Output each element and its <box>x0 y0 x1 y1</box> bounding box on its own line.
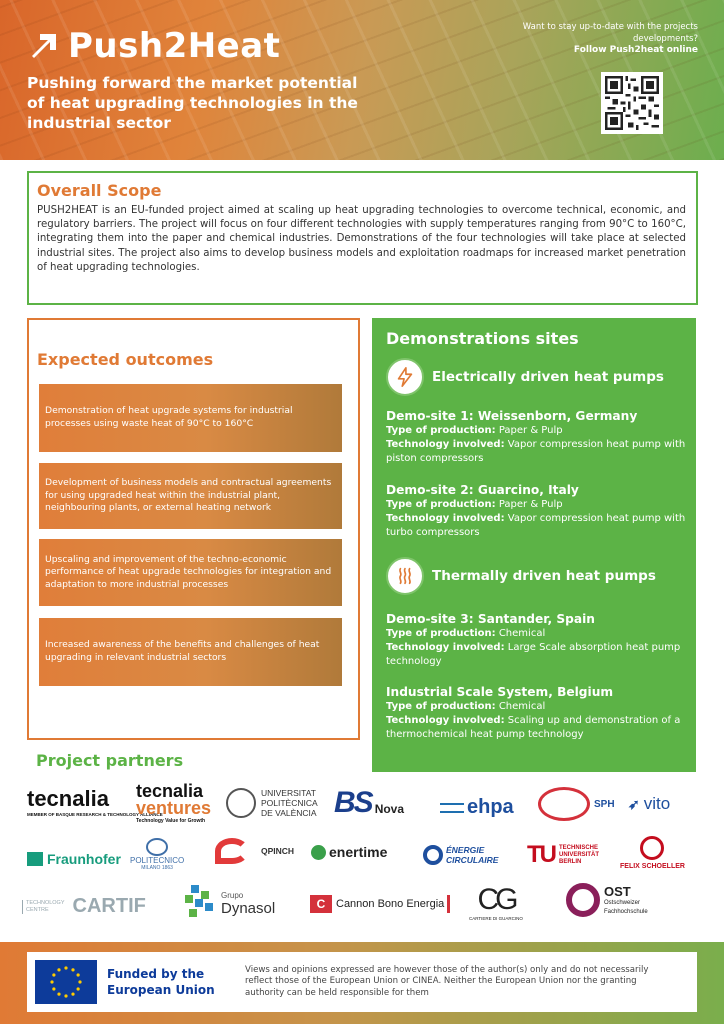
outcome-item <box>39 384 342 452</box>
push2heat-logo <box>26 26 280 66</box>
site-title: Demo-site 1: Weissenborn, Germany <box>386 409 638 423</box>
partner-vito[interactable] <box>628 794 670 814</box>
upv-seal-icon <box>226 788 256 818</box>
partner-name-3: BERLIN <box>559 858 582 865</box>
arrow-logo-icon <box>26 28 62 64</box>
partner-name-2: POLITÈCNICA <box>261 798 318 808</box>
site-title: Demo-site 3: Santander, Spain <box>386 612 595 626</box>
partner-qpinch[interactable] <box>215 838 294 864</box>
type-value: Chemical <box>498 701 546 712</box>
tech-label: Technology involved: <box>386 642 505 653</box>
partner-name-2: Nova <box>374 802 405 816</box>
partner-name-2: Dynasol <box>221 900 276 917</box>
type-value: Chemical <box>498 628 546 639</box>
partner-name-2: CARTIERE DI GUARCINO <box>469 916 523 921</box>
type-label: Type of production: <box>386 628 496 639</box>
eu-star <box>77 973 80 976</box>
partner-name: BS <box>334 786 372 819</box>
site-title: Demo-site 2: Guarcino, Italy <box>386 483 579 497</box>
partner-name: tecnalia <box>136 781 204 801</box>
partner-name: CG <box>477 883 515 916</box>
partner-name: TECHNISCHE <box>559 844 599 851</box>
type-value: Paper & Pulp <box>498 499 563 510</box>
eu-star <box>64 994 67 997</box>
partner-name: vito <box>643 794 671 813</box>
partner-name: TECHNOLOGY <box>26 899 65 906</box>
partner-name: FELIX SCHOELLER <box>620 863 685 870</box>
outcome-text: Upscaling and improvement of the techno-economic performance of heat upgrade technologies for integration and adaptation to more industrial processes <box>45 553 332 590</box>
partner-name: QPINCH <box>261 846 295 856</box>
partner-name: Grupo <box>221 891 244 900</box>
thermal-heading-wrap <box>386 557 686 597</box>
demo-site-1 <box>386 408 686 466</box>
partner-name-2: Ostschweizer <box>604 899 641 906</box>
partner-name: ÉNERGIE <box>446 845 485 855</box>
footer <box>0 942 724 1024</box>
tech-value: Vapor compression heat pump with turbo compressors <box>386 513 686 538</box>
tech-label: Technology involved: <box>386 715 505 726</box>
enertime-mark-icon <box>311 845 326 860</box>
partner-name-3: CARTIF <box>72 895 146 917</box>
tech-value: Large Scale absorption heat pump technology <box>386 642 681 667</box>
partner-name: enertime <box>329 844 388 860</box>
type-label: Type of production: <box>386 425 496 436</box>
dynasol-mark-icon <box>181 885 217 919</box>
demo-site-4 <box>386 684 686 742</box>
partner-name: Cannon Bono Energia <box>336 898 445 910</box>
partner-name-3: Fachhochschule <box>604 908 648 915</box>
scope-title: Overall Scope <box>37 181 162 200</box>
type-label: Type of production: <box>386 499 496 510</box>
eu-star <box>52 973 55 976</box>
type-value: Paper & Pulp <box>498 425 563 436</box>
eu-star <box>78 980 81 983</box>
cannon-bar-icon <box>447 895 450 913</box>
outcome-item <box>39 618 342 686</box>
logo-text: Push2Heat <box>68 26 281 66</box>
header-banner <box>0 0 724 160</box>
eu-star <box>77 987 80 990</box>
site-title: Industrial Scale System, Belgium <box>386 685 614 699</box>
eu-funding-box <box>27 952 697 1012</box>
demo-site-2 <box>386 482 686 540</box>
partner-ehpa[interactable] <box>440 796 514 819</box>
partner-name-2: ventures <box>136 798 212 818</box>
partner-polimi[interactable] <box>130 838 184 871</box>
energie-circle-icon <box>423 845 443 865</box>
follow-line-1: Want to stay up-to-date with the projects developments? <box>522 22 698 44</box>
partner-cannon[interactable] <box>310 895 450 913</box>
partner-name: Fraunhofer <box>47 851 121 867</box>
partner-subtitle: Technology Value for Growth <box>136 818 206 824</box>
eu-star <box>71 993 74 996</box>
fraunhofer-mark-icon <box>27 852 43 866</box>
partner-name-2: MILANO 1863 <box>141 865 173 871</box>
expected-outcomes-section <box>27 318 360 740</box>
eu-star <box>71 968 74 971</box>
qr-code-icon[interactable] <box>601 72 663 134</box>
tech-value: Scaling up and demonstration of a thermochemical heat pump technology <box>386 715 681 740</box>
electric-title: Electrically driven heat pumps <box>432 369 664 385</box>
partner-cartiere-guarcino[interactable] <box>469 884 523 921</box>
partner-name: POLITECNICO <box>130 856 185 865</box>
partner-name: tecnalia <box>27 786 109 811</box>
partner-name: UNIVERSITAT <box>261 788 316 798</box>
tech-label: Technology involved: <box>386 513 505 524</box>
partner-dynasol[interactable] <box>181 885 275 919</box>
partner-cartif[interactable] <box>22 895 146 918</box>
eu-star <box>64 966 67 969</box>
partner-fraunhofer[interactable] <box>27 851 121 867</box>
partner-name: ehpa <box>467 796 514 818</box>
eu-star <box>57 968 60 971</box>
demonstration-sites-section <box>372 318 696 772</box>
cannon-mark-icon: C <box>310 895 332 913</box>
partner-bsnova[interactable] <box>334 786 404 820</box>
qpinch-mark-icon <box>215 838 249 864</box>
follow-line-2: Follow Push2heat online <box>573 45 698 55</box>
tech-value: Vapor compression heat pump with piston compressors <box>386 439 686 464</box>
partner-name-2: CENTRE <box>26 906 49 913</box>
type-label: Type of production: <box>386 701 496 712</box>
tech-label: Technology involved: <box>386 439 505 450</box>
outcome-item <box>39 463 342 529</box>
scope-text: PUSH2HEAT is an EU-funded project aimed at scaling up heat upgrading technologies to overcome technical, economic, and regulatory barriers. The project will focus on four different technologies with supply temperatures ranging from 90°C to 160°C, integrating them into the paper and chemical industries. Demonstrations of the four technologies will take place at selected industrial sites. The project also aims to develop business models and exploitation roadmaps for increased market penetration of heat upgrading technologies. <box>37 205 686 273</box>
lightning-icon <box>386 358 424 396</box>
partner-sph[interactable] <box>538 787 615 821</box>
heat-waves-icon <box>386 557 424 595</box>
funded-by-eu: Funded by the European Union <box>107 967 215 997</box>
partner-tu-berlin[interactable] <box>527 841 599 869</box>
follow-text <box>518 22 698 57</box>
eu-flag-icon <box>35 960 97 1004</box>
partner-upv[interactable] <box>226 788 318 818</box>
eu-star <box>52 987 55 990</box>
eu-star <box>50 980 53 983</box>
thermal-title: Thermally driven heat pumps <box>432 568 656 584</box>
partner-energie-circulaire[interactable] <box>423 845 498 865</box>
partner-enertime[interactable] <box>311 844 387 860</box>
demo-site-3 <box>386 611 686 669</box>
partner-tecnalia-ventures[interactable] <box>136 783 211 825</box>
polimi-seal-icon <box>146 838 168 856</box>
partner-ost[interactable] <box>566 883 648 917</box>
outcome-text: Development of business models and contractual agreements for using upgraded heat within the industrial plant, neighbouring plants, or external heating network <box>45 477 332 514</box>
outcomes-title: Expected outcomes <box>37 350 214 369</box>
outcome-text: Demonstration of heat upgrade systems for industrial processes using waste heat of 90°C to 160°C <box>45 405 293 429</box>
electric-heading <box>386 358 664 396</box>
partners-title: Project partners <box>36 751 184 770</box>
partner-name-2: UNIVERSITÄT <box>559 851 600 858</box>
demo-title: Demonstrations sites <box>386 329 579 348</box>
tu-mark-icon: TU <box>527 841 555 868</box>
felix-mark-icon <box>640 836 664 860</box>
overall-scope-section <box>27 171 698 305</box>
outcome-item <box>39 539 342 606</box>
ost-ring-icon <box>566 883 600 917</box>
eu-star <box>57 993 60 996</box>
partner-name: OST <box>604 883 631 899</box>
tagline: Pushing forward the market potential of heat upgrading technologies in the industrial sector <box>27 74 358 132</box>
thermal-heading <box>386 557 656 595</box>
partner-name: SPH <box>594 798 615 810</box>
ehpa-waves-icon <box>440 803 464 813</box>
disclaimer-text: Views and opinions expressed are however those of the author(s) only and do not necessarily reflect those of the European Union or CINEA. Neither the European Union nor the granting authority can be held responsible for them <box>245 964 649 998</box>
partner-felix-schoeller[interactable] <box>620 836 685 870</box>
partner-name-2: CIRCULAIRE <box>446 855 499 865</box>
partner-name-3: DE VALÈNCIA <box>261 808 317 818</box>
partner-subtitle: MEMBER OF BASQUE RESEARCH & TECHNOLOGY ALLIANCE <box>27 812 163 817</box>
outcome-text: Increased awareness of the benefits and challenges of heat upgrading in relevant industrial sectors <box>45 639 320 663</box>
vito-bird-icon: ➶ <box>628 795 640 812</box>
sph-swirl-icon <box>538 787 590 821</box>
